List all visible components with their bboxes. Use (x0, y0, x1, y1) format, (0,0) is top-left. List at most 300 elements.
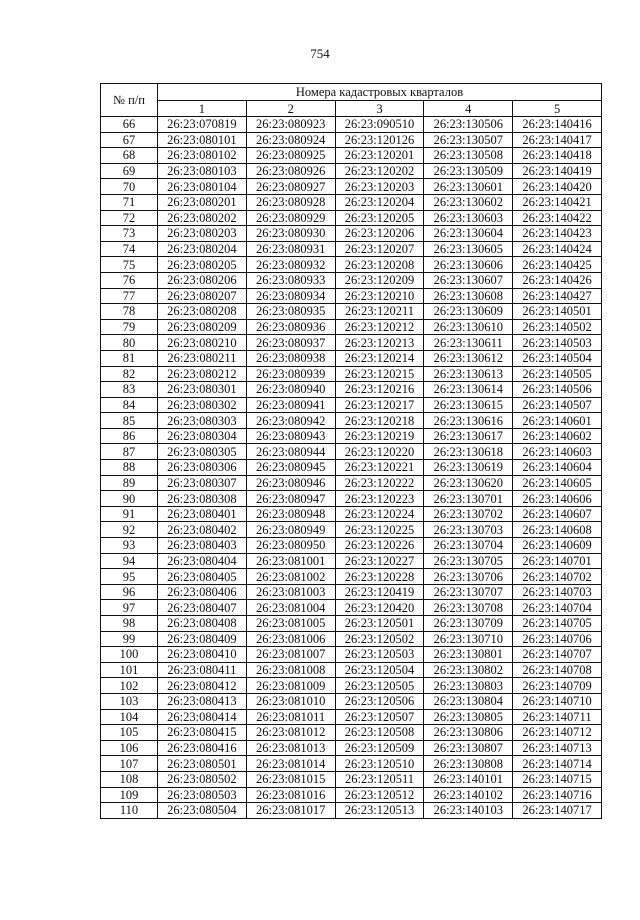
cadastral-number-cell: 26:23:080932 (246, 257, 335, 273)
cadastral-number-cell: 26:23:120220 (335, 444, 424, 460)
page-number: 754 (310, 46, 330, 61)
cadastral-number-cell: 26:23:080501 (158, 756, 247, 772)
cadastral-number-cell: 26:23:080925 (246, 148, 335, 164)
cadastral-number-cell: 26:23:140501 (513, 304, 602, 320)
cadastral-number-cell: 26:23:140714 (513, 756, 602, 772)
cadastral-number-cell: 26:23:140421 (513, 194, 602, 210)
cadastral-number-cell: 26:23:130805 (424, 709, 513, 725)
cadastral-number-cell: 26:23:120217 (335, 397, 424, 413)
cadastral-number-cell: 26:23:140702 (513, 569, 602, 585)
cadastral-number-cell: 26:23:130807 (424, 740, 513, 756)
table-row (101, 475, 602, 491)
row-number-cell: 110 (101, 803, 158, 819)
cadastral-number-cell: 26:23:081004 (246, 600, 335, 616)
row-number-cell: 87 (101, 444, 158, 460)
cadastral-number-cell: 26:23:140716 (513, 787, 602, 803)
cadastral-number-cell: 26:23:130708 (424, 600, 513, 616)
cadastral-number-cell: 26:23:120512 (335, 787, 424, 803)
cadastral-number-cell: 26:23:080207 (158, 288, 247, 304)
cadastral-number-cell: 26:23:120208 (335, 257, 424, 273)
cadastral-number-cell: 26:23:081013 (246, 740, 335, 756)
cadastral-number-cell: 26:23:120223 (335, 491, 424, 507)
cadastral-number-cell: 26:23:140710 (513, 693, 602, 709)
row-number-cell: 108 (101, 771, 158, 787)
cadastral-number-cell: 26:23:080947 (246, 491, 335, 507)
cadastral-number-cell: 26:23:130707 (424, 584, 513, 600)
cadastral-number-cell: 26:23:130703 (424, 522, 513, 538)
cadastral-number-cell: 26:23:080212 (158, 366, 247, 382)
cadastral-quarters-table (100, 83, 602, 819)
cadastral-number-cell: 26:23:140422 (513, 210, 602, 226)
table-row (101, 304, 602, 320)
cadastral-number-cell: 26:23:080923 (246, 117, 335, 133)
column-header: 4 (424, 101, 513, 117)
cadastral-number-cell: 26:23:140607 (513, 506, 602, 522)
cadastral-number-cell: 26:23:130615 (424, 397, 513, 413)
cadastral-number-cell: 26:23:140502 (513, 319, 602, 335)
cadastral-number-cell: 26:23:080938 (246, 350, 335, 366)
cadastral-number-cell: 26:23:130608 (424, 288, 513, 304)
cadastral-number-cell: 26:23:080942 (246, 413, 335, 429)
cadastral-number-cell: 26:23:120211 (335, 304, 424, 320)
table-row (101, 787, 602, 803)
cadastral-number-cell: 26:23:080301 (158, 382, 247, 398)
cadastral-number-cell: 26:23:081002 (246, 569, 335, 585)
cadastral-number-cell: 26:23:140712 (513, 725, 602, 741)
table-row (101, 397, 602, 413)
cadastral-number-cell: 26:23:140416 (513, 117, 602, 133)
table-body (101, 117, 602, 819)
cadastral-number-cell: 26:23:120228 (335, 569, 424, 585)
cadastral-number-cell: 26:23:130618 (424, 444, 513, 460)
cadastral-number-cell: 26:23:080937 (246, 335, 335, 351)
cadastral-number-cell: 26:23:070819 (158, 117, 247, 133)
cadastral-number-cell: 26:23:080944 (246, 444, 335, 460)
cadastral-number-cell: 26:23:080410 (158, 647, 247, 663)
cadastral-number-cell: 26:23:080928 (246, 194, 335, 210)
cadastral-number-cell: 26:23:140711 (513, 709, 602, 725)
row-number-cell: 106 (101, 740, 158, 756)
cadastral-number-cell: 26:23:120227 (335, 553, 424, 569)
cadastral-number-cell: 26:23:130604 (424, 226, 513, 242)
cadastral-number-cell: 26:23:120219 (335, 428, 424, 444)
cadastral-number-cell: 26:23:140608 (513, 522, 602, 538)
row-number-header: № п/п (101, 84, 158, 117)
cadastral-number-cell: 26:23:080210 (158, 335, 247, 351)
cadastral-number-cell: 26:23:080415 (158, 725, 247, 741)
table-row (101, 740, 602, 756)
cadastral-number-cell: 26:23:080416 (158, 740, 247, 756)
cadastral-number-cell: 26:23:120201 (335, 148, 424, 164)
cadastral-number-cell: 26:23:120207 (335, 241, 424, 257)
table-row (101, 413, 602, 429)
cadastral-number-cell: 26:23:081005 (246, 616, 335, 632)
cadastral-number-cell: 26:23:140427 (513, 288, 602, 304)
cadastral-number-cell: 26:23:080941 (246, 397, 335, 413)
row-number-cell: 107 (101, 756, 158, 772)
cadastral-number-cell: 26:23:130704 (424, 538, 513, 554)
cadastral-number-cell: 26:23:080950 (246, 538, 335, 554)
cadastral-number-cell: 26:23:120511 (335, 771, 424, 787)
row-number-cell: 97 (101, 600, 158, 616)
cadastral-number-cell: 26:23:120510 (335, 756, 424, 772)
cadastral-number-cell: 26:23:080934 (246, 288, 335, 304)
row-number-cell: 69 (101, 163, 158, 179)
row-number-cell: 74 (101, 241, 158, 257)
row-number-cell: 103 (101, 693, 158, 709)
cadastral-number-cell: 26:23:080933 (246, 272, 335, 288)
cadastral-number-cell: 26:23:120222 (335, 475, 424, 491)
cadastral-number-cell: 26:23:120218 (335, 413, 424, 429)
cadastral-number-cell: 26:23:140420 (513, 179, 602, 195)
row-number-cell: 67 (101, 132, 158, 148)
table-row (101, 241, 602, 257)
cadastral-number-cell: 26:23:080101 (158, 132, 247, 148)
table-row (101, 226, 602, 242)
row-number-cell: 82 (101, 366, 158, 382)
table-row (101, 350, 602, 366)
cadastral-number-cell: 26:23:080205 (158, 257, 247, 273)
cadastral-number-cell: 26:23:130705 (424, 553, 513, 569)
cadastral-number-cell: 26:23:081009 (246, 678, 335, 694)
cadastral-number-cell: 26:23:140717 (513, 803, 602, 819)
cadastral-number-cell: 26:23:081010 (246, 693, 335, 709)
cadastral-number-cell: 26:23:080401 (158, 506, 247, 522)
row-number-cell: 68 (101, 148, 158, 164)
cadastral-number-cell: 26:23:140603 (513, 444, 602, 460)
table-row (101, 647, 602, 663)
row-number-cell: 84 (101, 397, 158, 413)
cadastral-number-cell: 26:23:130803 (424, 678, 513, 694)
cadastral-number-cell: 26:23:080940 (246, 382, 335, 398)
cadastral-number-cell: 26:23:130614 (424, 382, 513, 398)
cadastral-number-cell: 26:23:080924 (246, 132, 335, 148)
cadastral-number-cell: 26:23:081017 (246, 803, 335, 819)
cadastral-number-cell: 26:23:081007 (246, 647, 335, 663)
cadastral-number-cell: 26:23:130603 (424, 210, 513, 226)
cadastral-number-cell: 26:23:140606 (513, 491, 602, 507)
cadastral-number-cell: 26:23:140419 (513, 163, 602, 179)
table-row (101, 569, 602, 585)
cadastral-number-cell: 26:23:080302 (158, 397, 247, 413)
cadastral-number-cell: 26:23:130702 (424, 506, 513, 522)
table-row (101, 444, 602, 460)
cadastral-number-cell: 26:23:080503 (158, 787, 247, 803)
cadastral-number-cell: 26:23:140601 (513, 413, 602, 429)
cadastral-number-cell: 26:23:080202 (158, 210, 247, 226)
cadastral-number-cell: 26:23:140604 (513, 460, 602, 476)
cadastral-number-cell: 26:23:080411 (158, 662, 247, 678)
cadastral-number-cell: 26:23:120419 (335, 584, 424, 600)
row-number-cell: 102 (101, 678, 158, 694)
cadastral-number-cell: 26:23:080943 (246, 428, 335, 444)
table-row (101, 584, 602, 600)
cadastral-number-cell: 26:23:081011 (246, 709, 335, 725)
row-number-cell: 89 (101, 475, 158, 491)
cadastral-number-cell: 26:23:081015 (246, 771, 335, 787)
table-row (101, 538, 602, 554)
cadastral-number-cell: 26:23:080201 (158, 194, 247, 210)
table-row (101, 319, 602, 335)
cadastral-number-cell: 26:23:080502 (158, 771, 247, 787)
cadastral-number-cell: 26:23:081003 (246, 584, 335, 600)
table-row (101, 194, 602, 210)
row-number-cell: 80 (101, 335, 158, 351)
cadastral-number-cell: 26:23:130609 (424, 304, 513, 320)
cadastral-number-cell: 26:23:080931 (246, 241, 335, 257)
row-number-cell: 81 (101, 350, 158, 366)
column-header: 2 (246, 101, 335, 117)
cadastral-number-cell: 26:23:081012 (246, 725, 335, 741)
table-row (101, 522, 602, 538)
table-row (101, 600, 602, 616)
cadastral-number-cell: 26:23:120206 (335, 226, 424, 242)
row-number-cell: 72 (101, 210, 158, 226)
cadastral-number-cell: 26:23:120502 (335, 631, 424, 647)
table-row (101, 709, 602, 725)
table-row (101, 117, 602, 133)
cadastral-number-cell: 26:23:120203 (335, 179, 424, 195)
cadastral-number-cell: 26:23:080414 (158, 709, 247, 725)
cadastral-number-cell: 26:23:080409 (158, 631, 247, 647)
cadastral-number-cell: 26:23:140707 (513, 647, 602, 663)
cadastral-number-cell: 26:23:120506 (335, 693, 424, 709)
row-number-cell: 92 (101, 522, 158, 538)
cadastral-number-cell: 26:23:081006 (246, 631, 335, 647)
cadastral-number-cell: 26:23:130605 (424, 241, 513, 257)
table-row (101, 272, 602, 288)
cadastral-number-cell: 26:23:140504 (513, 350, 602, 366)
cadastral-number-cell: 26:23:080930 (246, 226, 335, 242)
table-row (101, 366, 602, 382)
table-row (101, 257, 602, 273)
row-number-cell: 91 (101, 506, 158, 522)
cadastral-number-cell: 26:23:120202 (335, 163, 424, 179)
row-number-cell: 90 (101, 491, 158, 507)
row-number-cell: 79 (101, 319, 158, 335)
cadastral-number-cell: 26:23:081001 (246, 553, 335, 569)
cadastral-number-cell: 26:23:130619 (424, 460, 513, 476)
cadastral-number-cell: 26:23:080945 (246, 460, 335, 476)
cadastral-number-cell: 26:23:140706 (513, 631, 602, 647)
row-number-cell: 76 (101, 272, 158, 288)
cadastral-number-cell: 26:23:080102 (158, 148, 247, 164)
cadastral-number-cell: 26:23:140605 (513, 475, 602, 491)
cadastral-number-cell: 26:23:080306 (158, 460, 247, 476)
cadastral-number-cell: 26:23:120215 (335, 366, 424, 382)
cadastral-number-cell: 26:23:130508 (424, 148, 513, 164)
cadastral-number-cell: 26:23:080929 (246, 210, 335, 226)
cadastral-number-cell: 26:23:080402 (158, 522, 247, 538)
table-row (101, 148, 602, 164)
cadastral-number-cell: 26:23:120225 (335, 522, 424, 538)
cadastral-number-cell: 26:23:140705 (513, 616, 602, 632)
cadastral-number-cell: 26:23:080412 (158, 678, 247, 694)
cadastral-number-cell: 26:23:130701 (424, 491, 513, 507)
table-row (101, 460, 602, 476)
cadastral-number-cell: 26:23:130601 (424, 179, 513, 195)
cadastral-number-cell: 26:23:120501 (335, 616, 424, 632)
cadastral-number-cell: 26:23:130509 (424, 163, 513, 179)
cadastral-number-cell: 26:23:080303 (158, 413, 247, 429)
cadastral-number-cell: 26:23:120507 (335, 709, 424, 725)
cadastral-number-cell: 26:23:080949 (246, 522, 335, 538)
cadastral-number-cell: 26:23:080939 (246, 366, 335, 382)
row-number-cell: 109 (101, 787, 158, 803)
row-number-cell: 98 (101, 616, 158, 632)
group-header: Номера кадастровых кварталов (158, 84, 602, 101)
cadastral-number-cell: 26:23:130616 (424, 413, 513, 429)
row-number-cell: 94 (101, 553, 158, 569)
cadastral-number-cell: 26:23:120420 (335, 600, 424, 616)
table-row (101, 553, 602, 569)
cadastral-number-cell: 26:23:130804 (424, 693, 513, 709)
cadastral-number-cell: 26:23:130507 (424, 132, 513, 148)
cadastral-number-cell: 26:23:140503 (513, 335, 602, 351)
cadastral-number-cell: 26:23:140713 (513, 740, 602, 756)
cadastral-number-cell: 26:23:120508 (335, 725, 424, 741)
cadastral-number-cell: 26:23:130808 (424, 756, 513, 772)
column-header: 5 (513, 101, 602, 117)
cadastral-number-cell: 26:23:140703 (513, 584, 602, 600)
cadastral-number-cell: 26:23:140417 (513, 132, 602, 148)
row-number-cell: 77 (101, 288, 158, 304)
row-number-cell: 66 (101, 117, 158, 133)
cadastral-number-cell: 26:23:080927 (246, 179, 335, 195)
cadastral-number-cell: 26:23:120126 (335, 132, 424, 148)
table-row (101, 616, 602, 632)
cadastral-number-cell: 26:23:120213 (335, 335, 424, 351)
cadastral-number-cell: 26:23:130617 (424, 428, 513, 444)
cadastral-number-cell: 26:23:081008 (246, 662, 335, 678)
cadastral-number-cell: 26:23:080308 (158, 491, 247, 507)
cadastral-number-cell: 26:23:080404 (158, 553, 247, 569)
cadastral-number-cell: 26:23:080403 (158, 538, 247, 554)
table-row (101, 725, 602, 741)
cadastral-number-cell: 26:23:080504 (158, 803, 247, 819)
cadastral-number-cell: 26:23:140426 (513, 272, 602, 288)
cadastral-number-cell: 26:23:120224 (335, 506, 424, 522)
table-row (101, 179, 602, 195)
table-row (101, 428, 602, 444)
row-number-cell: 101 (101, 662, 158, 678)
cadastral-number-cell: 26:23:120509 (335, 740, 424, 756)
cadastral-number-cell: 26:23:140101 (424, 771, 513, 787)
cadastral-number-cell: 26:23:140425 (513, 257, 602, 273)
cadastral-number-cell: 26:23:130602 (424, 194, 513, 210)
row-number-cell: 105 (101, 725, 158, 741)
cadastral-number-cell: 26:23:140506 (513, 382, 602, 398)
cadastral-number-cell: 26:23:130806 (424, 725, 513, 741)
cadastral-number-cell: 26:23:140424 (513, 241, 602, 257)
cadastral-number-cell: 26:23:080104 (158, 179, 247, 195)
table-row (101, 631, 602, 647)
cadastral-number-cell: 26:23:140609 (513, 538, 602, 554)
table-row (101, 803, 602, 819)
cadastral-number-cell: 26:23:090510 (335, 117, 424, 133)
cadastral-number-cell: 26:23:140704 (513, 600, 602, 616)
cadastral-number-cell: 26:23:120221 (335, 460, 424, 476)
table-row (101, 662, 602, 678)
cadastral-number-cell: 26:23:120226 (335, 538, 424, 554)
cadastral-number-cell: 26:23:081014 (246, 756, 335, 772)
cadastral-number-cell: 26:23:080407 (158, 600, 247, 616)
table-row (101, 132, 602, 148)
row-number-cell: 96 (101, 584, 158, 600)
row-number-cell: 71 (101, 194, 158, 210)
cadastral-number-cell: 26:23:140708 (513, 662, 602, 678)
row-number-cell: 88 (101, 460, 158, 476)
cadastral-number-cell: 26:23:080208 (158, 304, 247, 320)
column-header: 3 (335, 101, 424, 117)
row-number-cell: 86 (101, 428, 158, 444)
cadastral-number-cell: 26:23:120504 (335, 662, 424, 678)
cadastral-number-cell: 26:23:120513 (335, 803, 424, 819)
table-row (101, 491, 602, 507)
row-number-cell: 78 (101, 304, 158, 320)
cadastral-number-cell: 26:23:140507 (513, 397, 602, 413)
cadastral-number-cell: 26:23:140505 (513, 366, 602, 382)
row-number-cell: 93 (101, 538, 158, 554)
cadastral-number-cell: 26:23:120503 (335, 647, 424, 663)
cadastral-number-cell: 26:23:140102 (424, 787, 513, 803)
cadastral-number-cell: 26:23:080211 (158, 350, 247, 366)
table-row (101, 163, 602, 179)
cadastral-number-cell: 26:23:080103 (158, 163, 247, 179)
cadastral-number-cell: 26:23:140418 (513, 148, 602, 164)
cadastral-number-cell: 26:23:120216 (335, 382, 424, 398)
cadastral-number-cell: 26:23:130606 (424, 257, 513, 273)
table-row (101, 756, 602, 772)
row-number-cell: 85 (101, 413, 158, 429)
cadastral-number-cell: 26:23:080946 (246, 475, 335, 491)
cadastral-number-cell: 26:23:080408 (158, 616, 247, 632)
cadastral-number-cell: 26:23:130802 (424, 662, 513, 678)
cadastral-number-cell: 26:23:080304 (158, 428, 247, 444)
cadastral-number-cell: 26:23:140709 (513, 678, 602, 694)
cadastral-number-cell: 26:23:080935 (246, 304, 335, 320)
cadastral-number-cell: 26:23:080926 (246, 163, 335, 179)
cadastral-number-cell: 26:23:130709 (424, 616, 513, 632)
row-number-cell: 73 (101, 226, 158, 242)
cadastral-number-cell: 26:23:130612 (424, 350, 513, 366)
table-row (101, 335, 602, 351)
cadastral-number-cell: 26:23:080305 (158, 444, 247, 460)
cadastral-number-cell: 26:23:120204 (335, 194, 424, 210)
cadastral-number-cell: 26:23:080948 (246, 506, 335, 522)
table-row (101, 288, 602, 304)
cadastral-number-cell: 26:23:080936 (246, 319, 335, 335)
row-number-cell: 104 (101, 709, 158, 725)
table-row (101, 693, 602, 709)
row-number-cell: 83 (101, 382, 158, 398)
cadastral-number-cell: 26:23:120214 (335, 350, 424, 366)
cadastral-number-cell: 26:23:130706 (424, 569, 513, 585)
table-row (101, 210, 602, 226)
cadastral-number-cell: 26:23:120212 (335, 319, 424, 335)
cadastral-number-cell: 26:23:130710 (424, 631, 513, 647)
cadastral-number-cell: 26:23:130801 (424, 647, 513, 663)
cadastral-number-cell: 26:23:130611 (424, 335, 513, 351)
column-header: 1 (158, 101, 247, 117)
cadastral-number-cell: 26:23:080307 (158, 475, 247, 491)
cadastral-number-cell: 26:23:080206 (158, 272, 247, 288)
row-number-cell: 100 (101, 647, 158, 663)
cadastral-number-cell: 26:23:080203 (158, 226, 247, 242)
cadastral-number-cell: 26:23:080204 (158, 241, 247, 257)
cadastral-number-cell: 26:23:140103 (424, 803, 513, 819)
cadastral-number-cell: 26:23:130506 (424, 117, 513, 133)
